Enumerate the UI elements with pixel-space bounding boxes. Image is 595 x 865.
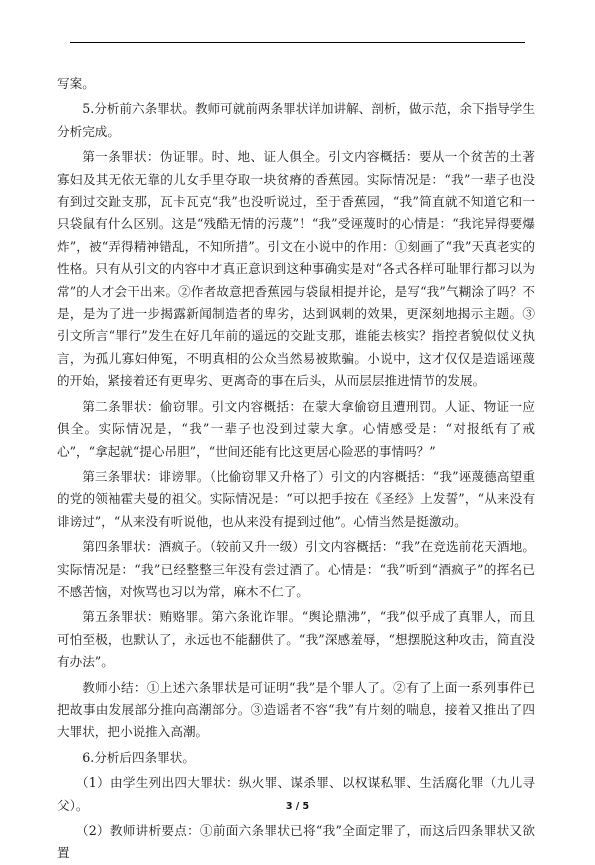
- paragraph-teacher-summary: 教师小结：①上述六条罪状是可证明“我”是个罪人了。②有了上面一系列事件已把故事由发展部分推向高潮部分。③造谣者不容“我”有片刻的喘息，接着又推出了四大罪状，把小说推入高潮。: [57, 679, 535, 740]
- paragraph-continuation: 写案。: [57, 76, 95, 91]
- document-body: [57, 73, 535, 865]
- paragraph-charge-5-6: 第五条罪状：贿赂罪。第六条讹诈罪。“舆论鼎沸”，“我”似乎成了真罪人，而且可怕至极，也默认了，永远也不能翻供了。“我”深感羞辱，“想摆脱这种攻击，简直没有办法”。: [57, 609, 535, 670]
- paragraph-section-5: 5.分析前六条罪状。教师可就前两条罪状详加讲解、剖析，做示范，余下指导学生分析完成。: [57, 101, 535, 139]
- paragraph-charge-2: 第二条罪状：偷窃罪。引文内容概括：在蒙大拿偷窃且遭刑罚。人证、物证一应俱全。实际情况是，“我”一辈子也没到过蒙大拿。心情感受是：“对报纸有了戒心”，“拿起就“提心吊胆”，“世间还能有比这更居心险恶的事情吗？”: [57, 398, 535, 459]
- paragraph-item-2: （2）教师讲析要点：①前面六条罪状已将“我”全面定罪了，而这后四条罪状又欲置: [57, 823, 535, 861]
- page-number: 3 / 5: [285, 801, 310, 812]
- paragraph-charge-1: 第一条罪状：伪证罪。时、地、证人俱全。引文内容概括：要从一个贫苦的土著寡妇及其无依无靠的儿女手里夺取一块贫瘠的香蕉园。实际情况是：“我”一辈子也没有到过交趾支那，瓦卡瓦克“我”也没听说过，至于香蕉园，“我”简直就不知道它和一只袋鼠有什么区别。这是“残酷无情的污蔑”！“我”受诬蔑时的心情是：“我诧异得要爆炸”，被“弄得精神错乱，不知所措”。引文在小说中的作用：①刻画了“我”天真老实的性格。只有从引文的内容中才真正意识到这种事确实是对“各式各样可耻罪行都习以为常”的人才会干出来。②作者故意把香蕉园与袋鼠相提并论，是写“我”气糊涂了吗？不是，是为了进一步揭露新闻制造者的卑劣，达到讽刺的效果，更深刻地揭示主题。③引文所言“罪行”发生在好几年前的遥远的交趾支那，谁能去核实？指控者貌似仗义执言，为孤儿寡妇伸冤，不明真相的公众当然易被欺骗。小说中，这才仅仅是造谣诬蔑的开始，紧接着还有更卑劣、更离奇的事在后头，从而层层推进情节的发展。: [57, 149, 535, 389]
- paragraph-charge-3: 第三条罪状：诽谤罪。（比偷窃罪又升格了）引文的内容概括：“我”诬蔑德高望重的党的领袖霍夫曼的祖父。实际情况是：“可以把手按在《圣经》上发誓”，“从来没有诽谤过”，“从来没有听说他，也从来没有提到过他”。心情当然是挺激动。: [57, 468, 535, 529]
- paragraph-section-6: 6.分析后四条罪状。: [82, 749, 195, 765]
- header-rule: [70, 42, 525, 43]
- paragraph-charge-4: 第四条罪状：酒疯子。（较前又升一级）引文内容概括：“我”在竞选前花天酒地。实际情况是：“我”已经整整三年没有尝过酒了。心情是：“我”听到“酒疯子”的挥名已不感苦恼，对恢骂也习以为常，麻木不仁了。: [57, 539, 535, 599]
- paragraph-item-1: （1）由学生列出四大罪状：纵火罪、谋杀罪、以权谋私罪、生活腐化罪（九儿寻父）。: [57, 775, 535, 813]
